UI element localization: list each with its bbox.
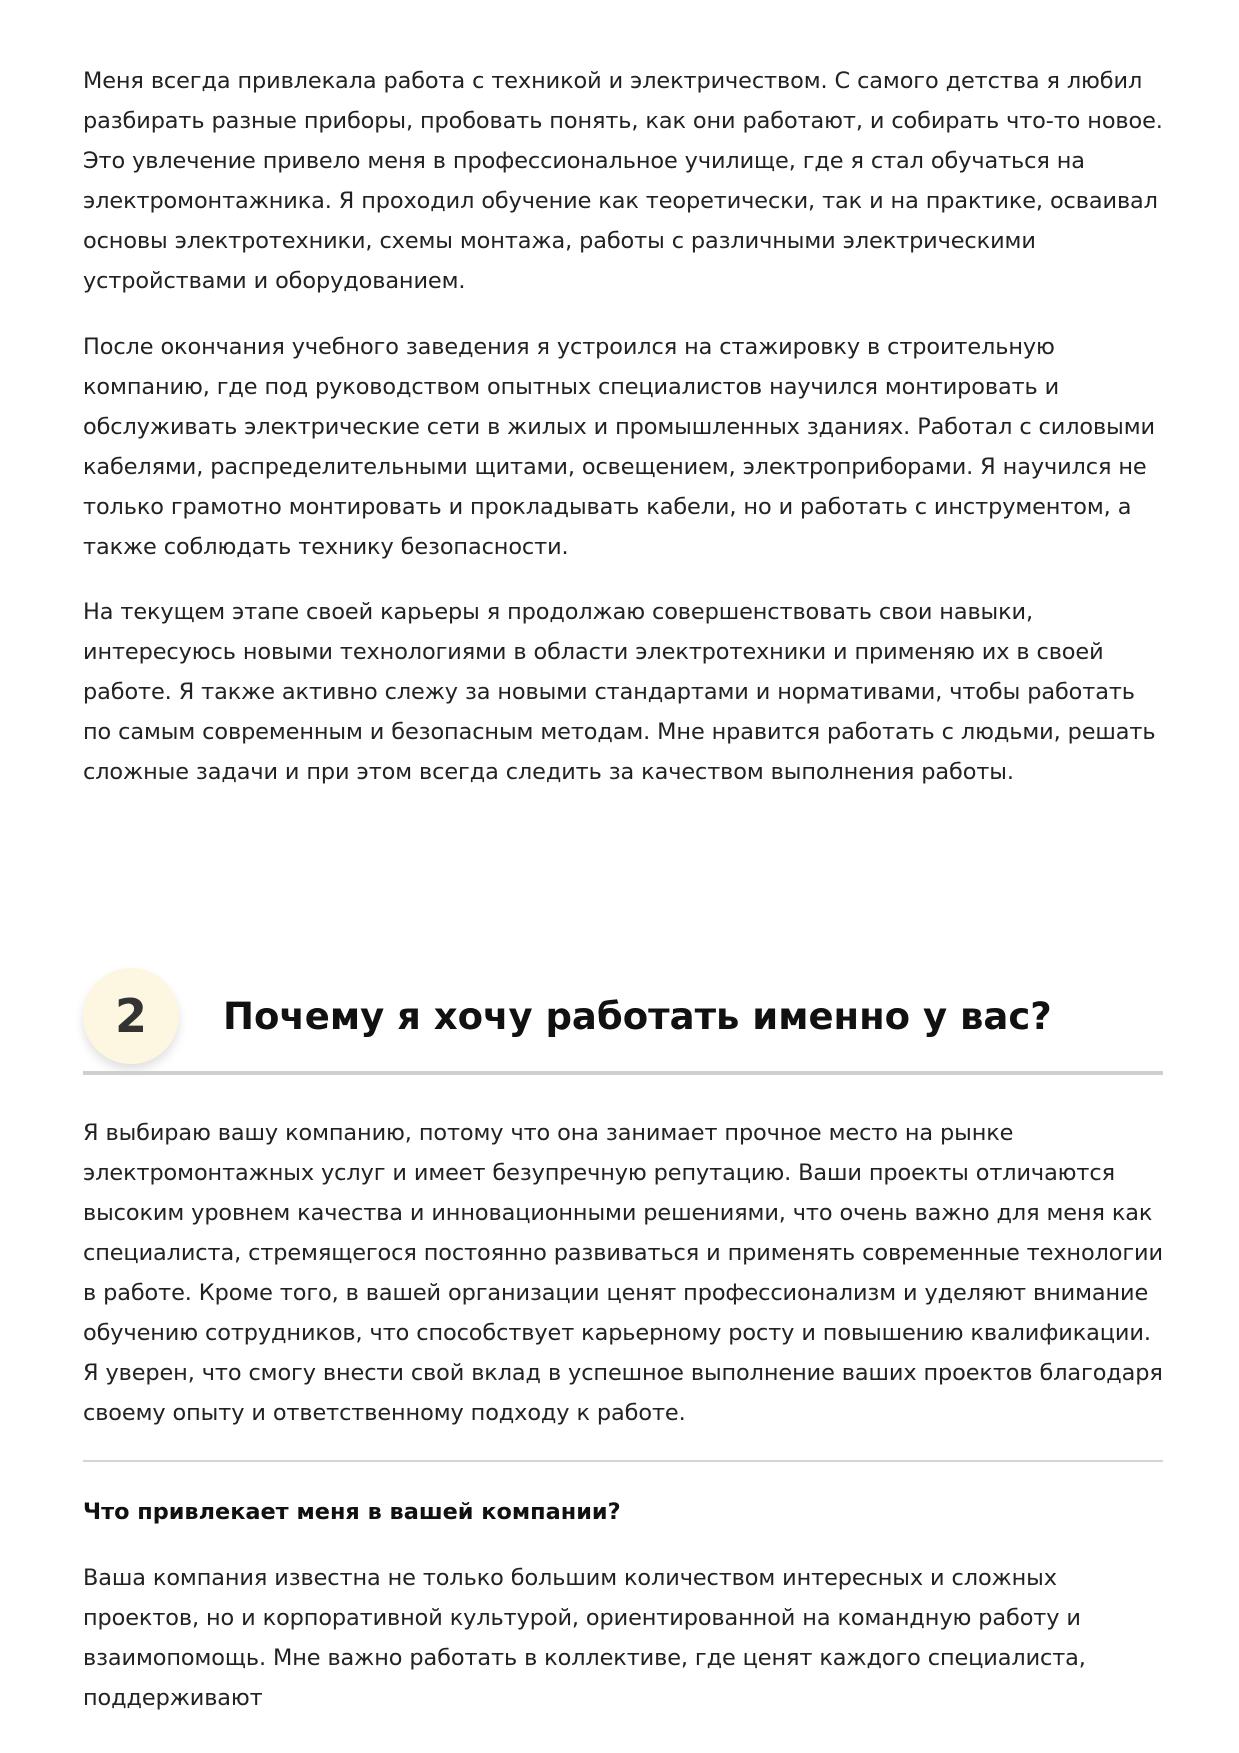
section-2-header [83, 968, 1163, 1072]
section-number-badge: 2 [83, 968, 179, 1064]
subsection-divider [83, 1460, 1163, 1462]
subsection-paragraph: Ваша компания известна не только большим количеством интересных и сложных проектов, но и корпоративной культурой, ориентированной на командную работу и взаимопомощь. Мне важно работать в коллективе, где ценят каждого специалиста, поддерживают [83, 1565, 1086, 1711]
subsection-heading: Что привлекает меня в вашей компании? [83, 1499, 621, 1525]
section-2-paragraph: Я выбираю вашу компанию, потому что она занимает прочное место на рынке электромонтажных услуг и имеет безупречную репутацию. Ваши проекты отличаются высоким уровнем качества и инновационными решениями, что очень важно для меня как специалиста, стремящегося постоянно развиваться и применять современные технологии в работе. Кроме того, в вашей организации ценят профессионализм и уделяют внимание обучению сотрудников, что способствует карьерному росту и повышению квалификации. Я уверен, что смогу внести свой вклад в успешное выполнение ваших проектов благодаря своему опыту и ответственному подходу к работе. [83, 1120, 1163, 1426]
intro-paragraph-3: На текущем этапе своей карьеры я продолжаю совершенствовать свои навыки, интересуюсь новыми технологиями в области электротехники и применяю их в своей работе. Я также активно слежу за новыми стандартами и нормативами, чтобы работать по самым современным и безопасным методам. Мне нравится работать с людьми, решать сложные задачи и при этом всегда следить за качеством выполнения работы. [83, 599, 1156, 785]
section-2-title: Почему я хочу работать именно у вас? [223, 995, 1052, 1038]
section-divider [83, 1071, 1163, 1075]
intro-paragraph-1: Меня всегда привлекала работа с техникой и электричеством. С самого детства я любил разбирать разные приборы, пробовать понять, как они работают, и собирать что-то новое. Это увлечение привело меня в профессиональное училище, где я стал обучаться на электромонтажника. Я проходил обучение как теоретически, так и на практике, осваивал основы электротехники, схемы монтажа, работы с различными электрическими устройствами и оборудованием. [83, 68, 1163, 294]
intro-paragraph-2: После окончания учебного заведения я устроился на стажировку в строительную компанию, где под руководством опытных специалистов научился монтировать и обслуживать электрические сети в жилых и промышленных зданиях. Работал с силовыми кабелями, распределительными щитами, освещением, электроприборами. Я научился не только грамотно монтировать и прокладывать кабели, но и работать с инструментом, а также соблюдать технику безопасности. [83, 334, 1155, 560]
